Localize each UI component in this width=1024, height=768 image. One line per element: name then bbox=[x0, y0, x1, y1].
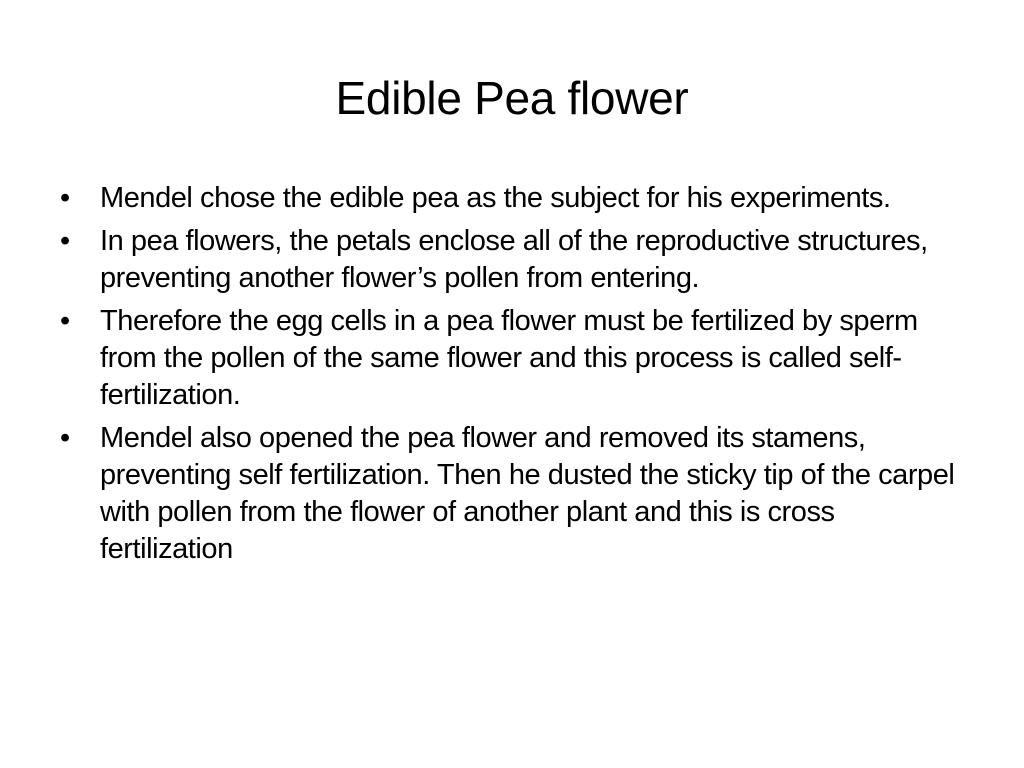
bullet-item bbox=[58, 180, 958, 217]
bullet-text: Mendel also opened the pea flower and removed its stamens, preventing self fertilization. Then he dusted the sticky tip of the carpel with pollen from the flower of another plant and this is cross fertilization bbox=[100, 422, 955, 565]
slide-title: Edible Pea flower bbox=[335, 72, 689, 124]
bullet-icon: • bbox=[60, 422, 70, 454]
bullet-list bbox=[58, 180, 958, 574]
bullet-text: Therefore the egg cells in a pea flower must be fertilized by sperm from the pollen of the same flower and this process is called self-fertilization. bbox=[100, 305, 918, 411]
bullet-icon: • bbox=[60, 225, 70, 257]
bullet-item bbox=[58, 223, 958, 297]
bullet-item bbox=[58, 420, 958, 568]
bullet-text: Mendel chose the edible pea as the subject for his experiments. bbox=[100, 182, 891, 214]
bullet-text: In pea flowers, the petals enclose all of the reproductive structures, preventing another flower’s pollen from entering. bbox=[100, 225, 928, 294]
bullet-icon: • bbox=[60, 305, 70, 337]
bullet-icon: • bbox=[60, 182, 70, 214]
bullet-item bbox=[58, 303, 958, 414]
